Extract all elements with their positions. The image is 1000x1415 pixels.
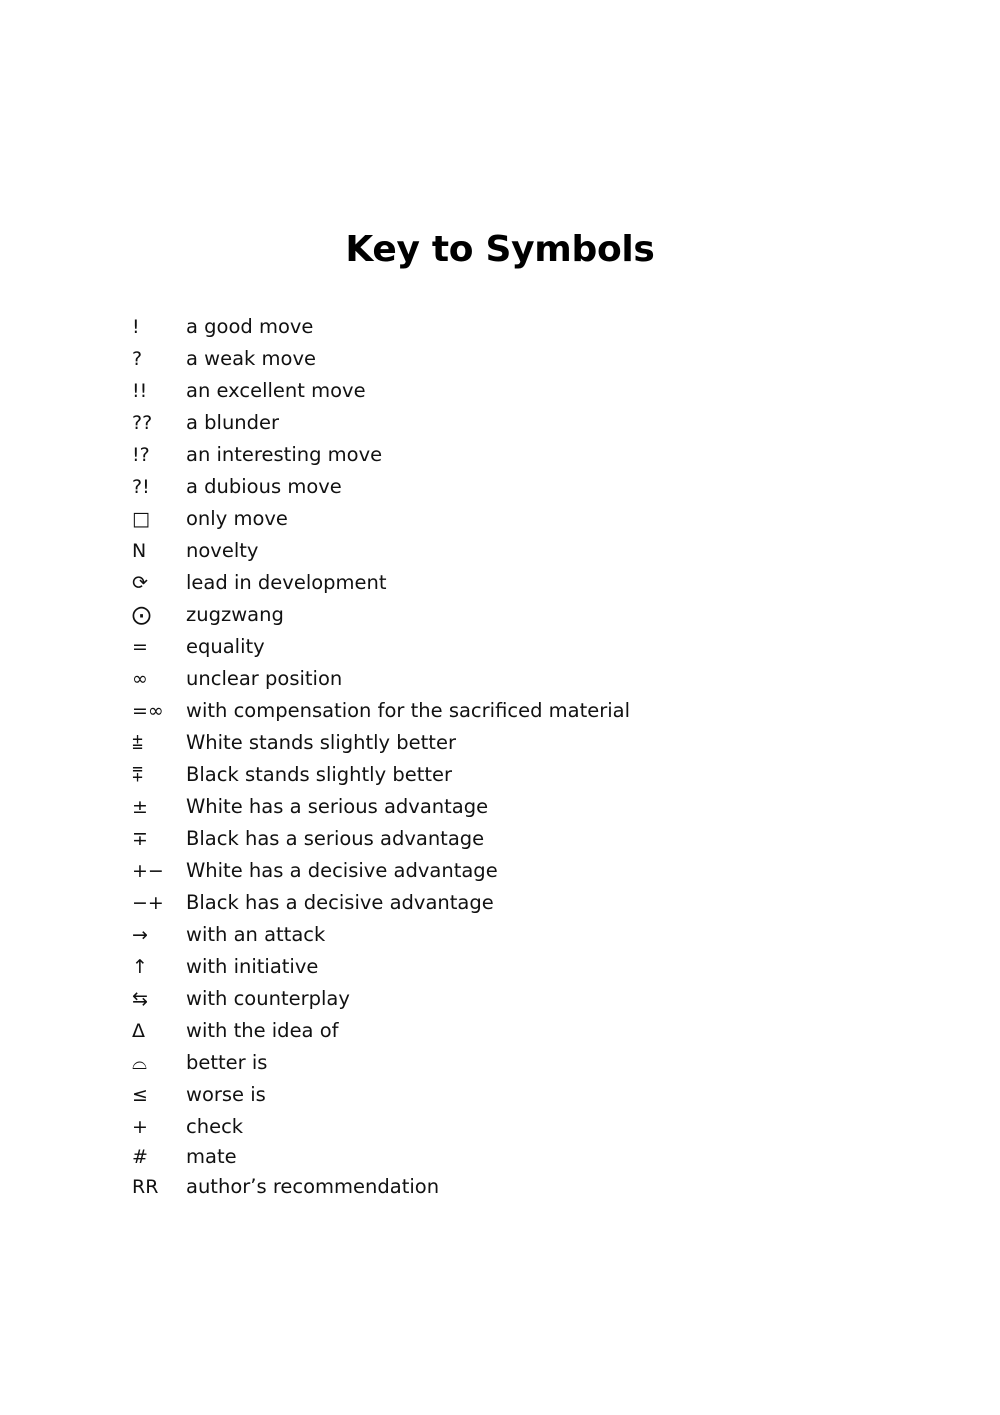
symbol: =∞ xyxy=(132,700,164,722)
list-item xyxy=(132,695,892,727)
symbol-meaning: White stands slightly better xyxy=(186,731,456,754)
list-item xyxy=(132,375,892,407)
symbol: ∓ xyxy=(132,828,148,850)
symbol-meaning: Black stands slightly better xyxy=(186,763,453,786)
list-item xyxy=(132,1171,892,1203)
symbol-meaning: lead in development xyxy=(186,571,387,594)
list-item xyxy=(132,791,892,823)
symbol-meaning: mate xyxy=(186,1145,237,1168)
list-item xyxy=(132,1079,892,1111)
symbol-meaning: with initiative xyxy=(186,955,319,978)
symbol: ∞ xyxy=(132,668,148,690)
list-item xyxy=(132,471,892,503)
symbol-meaning: novelty xyxy=(186,539,259,562)
symbol: !! xyxy=(132,380,148,402)
symbol-meaning: author’s recommendation xyxy=(186,1175,440,1198)
symbol: ⩲ xyxy=(132,732,144,754)
symbol: ⨀ xyxy=(132,604,151,626)
list-item xyxy=(132,1143,892,1171)
symbol: ± xyxy=(132,796,148,818)
symbol: ! xyxy=(132,316,140,338)
symbol-meaning: a weak move xyxy=(186,347,316,370)
list-item xyxy=(132,343,892,375)
symbol: □ xyxy=(132,508,150,530)
symbol-meaning: an excellent move xyxy=(186,379,366,402)
list-item xyxy=(132,535,892,567)
list-item xyxy=(132,855,892,887)
list-item xyxy=(132,919,892,951)
symbol-meaning: with an attack xyxy=(186,923,326,946)
list-item xyxy=(132,311,892,343)
symbol-meaning: zugzwang xyxy=(186,603,284,626)
symbol: # xyxy=(132,1146,148,1168)
symbol-meaning: with compensation for the sacrificed material xyxy=(186,699,631,722)
symbol-meaning: unclear position xyxy=(186,667,343,690)
list-item xyxy=(132,951,892,983)
symbol-meaning: better is xyxy=(186,1051,268,1074)
symbol: + xyxy=(132,1116,148,1138)
symbol-meaning: a good move xyxy=(186,315,314,338)
list-item xyxy=(132,887,892,919)
symbol: N xyxy=(132,540,147,562)
list-item xyxy=(132,407,892,439)
symbol: = xyxy=(132,636,148,658)
symbol-meaning: White has a decisive advantage xyxy=(186,859,498,882)
list-item xyxy=(132,1015,892,1047)
list-item xyxy=(132,1111,892,1143)
symbol-meaning: Black has a serious advantage xyxy=(186,827,485,850)
symbol-meaning: an interesting move xyxy=(186,443,383,466)
symbol-meaning: with the idea of xyxy=(186,1019,339,1042)
symbol-meaning: check xyxy=(186,1115,244,1138)
symbol-meaning: a blunder xyxy=(186,411,280,434)
symbol: ? xyxy=(132,348,143,370)
symbol-meaning: with counterplay xyxy=(186,987,350,1010)
list-item xyxy=(132,503,892,535)
symbol: +− xyxy=(132,860,164,882)
symbol: → xyxy=(132,924,148,946)
page-title: Key to Symbols xyxy=(345,229,655,270)
list-item xyxy=(132,567,892,599)
list-item xyxy=(132,823,892,855)
symbol-meaning: only move xyxy=(186,507,288,530)
symbol: !? xyxy=(132,444,150,466)
symbol: ≤ xyxy=(132,1084,148,1106)
symbol: ⟳ xyxy=(132,572,148,594)
symbol: ?! xyxy=(132,476,150,498)
list-item xyxy=(132,1047,892,1079)
symbol-list xyxy=(132,311,892,1203)
list-item xyxy=(132,727,892,759)
symbol-meaning: White has a serious advantage xyxy=(186,795,489,818)
list-item xyxy=(132,631,892,663)
symbol: ↑ xyxy=(132,956,148,978)
list-item xyxy=(132,599,892,631)
list-item xyxy=(132,439,892,471)
symbol-meaning: equality xyxy=(186,635,265,658)
symbol-meaning: worse is xyxy=(186,1083,266,1106)
list-item xyxy=(132,759,892,791)
list-item xyxy=(132,663,892,695)
list-item xyxy=(132,983,892,1015)
symbol: −+ xyxy=(132,892,164,914)
symbol: ⇆ xyxy=(132,988,148,1010)
symbol: ⩱ xyxy=(132,764,144,786)
symbol: Δ xyxy=(132,1020,145,1042)
symbol-meaning: Black has a decisive advantage xyxy=(186,891,494,914)
symbol: ?? xyxy=(132,412,153,434)
symbol: ⌓ xyxy=(132,1052,148,1074)
symbol: RR xyxy=(132,1176,159,1198)
symbol-meaning: a dubious move xyxy=(186,475,342,498)
